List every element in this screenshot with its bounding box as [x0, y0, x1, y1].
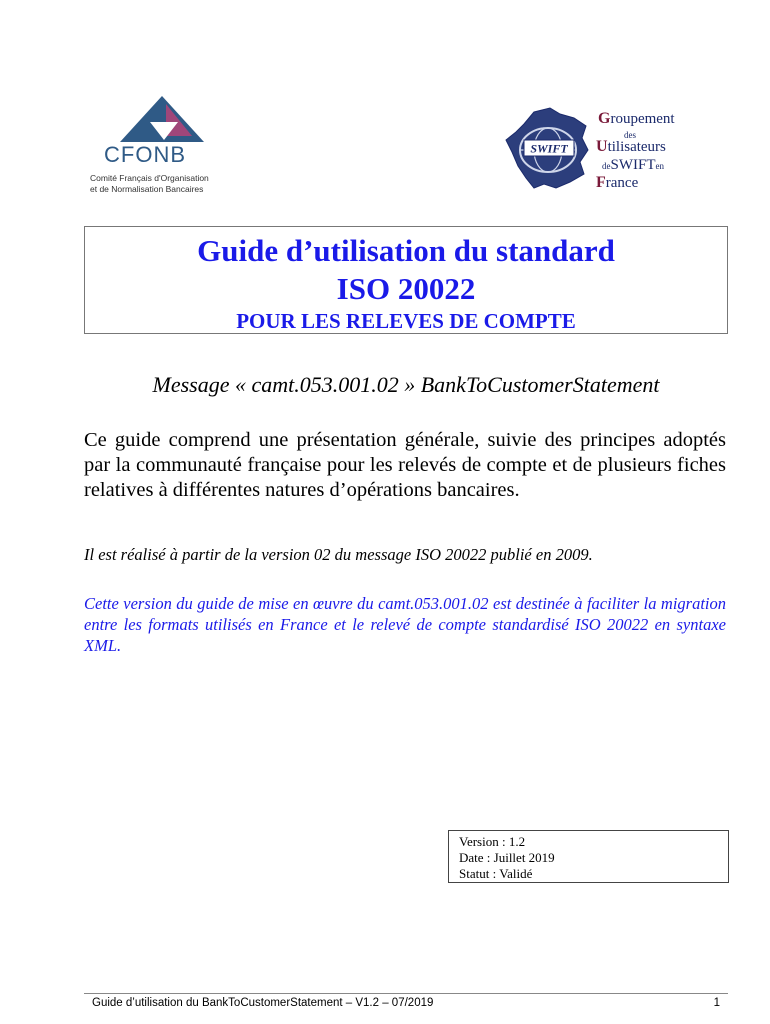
date-value: Date : Juillet 2019 — [459, 850, 555, 865]
cfonb-subtitle — [90, 173, 209, 194]
word-de: de — [602, 161, 611, 171]
word-groupement: roupement — [610, 111, 675, 127]
document-title-standard: ISO 20022 — [336, 271, 476, 306]
swift-line-des: des — [624, 130, 636, 140]
page-number: 1 — [713, 997, 720, 1009]
version-note: Il est réalisé à partir de la version 02 du message ISO 20022 publié en 2009. — [84, 545, 593, 564]
word-en: en — [655, 161, 664, 171]
purpose-note: Cette version du guide de mise en œuvre du camt.053.001.02 est destinée à faciliter la migration entre les formats utilisés en France et le relevé de compte standardisé ISO 20022 en syntaxe XML. — [84, 594, 726, 655]
france-map-icon — [504, 104, 600, 192]
swift-line-de-swift-en — [602, 156, 664, 174]
initial-u: U — [596, 138, 608, 155]
footer-divider — [84, 993, 728, 994]
cfonb-subtitle-line1: Comité Français d'Organisation — [90, 173, 209, 183]
document-subtitle: POUR LES RELEVES DE COMPTE — [236, 309, 576, 333]
status-value: Statut : Validé — [459, 866, 533, 881]
version-box — [448, 830, 729, 883]
word-swift: SWIFT — [610, 157, 656, 173]
swift-badge-text: SWIFT — [530, 141, 568, 156]
initial-g: G — [598, 110, 611, 127]
cfonb-name: CFONB — [104, 142, 186, 167]
message-name: Message « camt.053.001.02 » BankToCustomerStatement — [152, 372, 660, 397]
swift-line-groupement — [598, 110, 675, 128]
swift-line-utilisateurs — [596, 138, 666, 156]
word-france: rance — [605, 175, 639, 191]
cfonb-subtitle-line2: et de Normalisation Bancaires — [90, 183, 204, 194]
swift-line-france — [596, 174, 638, 192]
title-box — [84, 226, 728, 334]
intro-paragraph: Ce guide comprend une présentation générale, suivie des principes adoptés par la communauté française pour les relevés de compte et de plusieurs fiches relatives à différentes natures d’opérations bancaires. — [84, 429, 726, 501]
swift-users-group-logo — [504, 104, 704, 192]
initial-f: F — [596, 174, 606, 191]
cfonb-logo — [84, 96, 254, 200]
document-title: Guide d’utilisation du standard — [197, 233, 615, 268]
footer-text: Guide d’utilisation du BankToCustomerStatement – V1.2 – 07/2019 — [92, 997, 434, 1009]
cfonb-triangle-icon — [120, 96, 204, 142]
version-value: Version : 1.2 — [459, 834, 526, 849]
word-utilisateurs: tilisateurs — [607, 139, 666, 155]
